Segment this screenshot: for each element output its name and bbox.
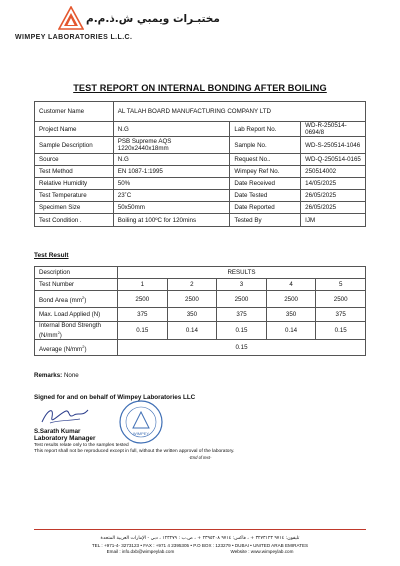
disclaimer-line: This report shall not be reproduced except in full, without the written approval of the laboratory.	[34, 449, 235, 454]
info-value: WD-R-250514-0694/8	[301, 122, 366, 137]
sample-description-value	[113, 137, 230, 154]
results-header: RESULTS	[118, 267, 366, 279]
info-label: Sample No.	[230, 137, 301, 154]
end-of-text: -End of text-	[188, 455, 212, 460]
description-header: Description	[35, 267, 118, 279]
info-value: 23˚C	[113, 190, 230, 202]
test-number-row	[35, 279, 366, 291]
report-title: TEST REPORT ON INTERNAL BONDING AFTER BOILING	[73, 83, 327, 93]
sample-dimensions-line: 1220x2440x18mm	[117, 145, 169, 152]
remarks-label: Remarks:	[34, 372, 63, 379]
average-label	[35, 340, 118, 356]
remarks	[34, 372, 79, 379]
ibs-cell: 0.14	[167, 322, 217, 340]
info-label: Date Tested	[230, 190, 301, 202]
ibs-cell: 0.14	[266, 322, 316, 340]
footer-divider	[34, 529, 366, 530]
bond-area-label	[35, 291, 118, 308]
ibs-cell: 0.15	[118, 322, 168, 340]
info-value: EN 1087-1:1995	[113, 166, 230, 178]
info-label: Test Method	[35, 166, 114, 178]
max-load-cell: 350	[167, 308, 217, 322]
average-label-text: Average (N/mm	[39, 345, 83, 353]
info-value: 50x50mm	[113, 202, 230, 214]
sample-description-line: PSB Supreme AQS	[117, 138, 172, 145]
info-label: Relative Humidity	[35, 178, 114, 190]
wimpey-logo-icon	[58, 6, 84, 30]
info-value: 26/05/2025	[301, 202, 366, 214]
bond-area-cell: 2500	[217, 291, 267, 308]
info-value: IJM	[301, 214, 366, 227]
average-value: 0.15	[118, 340, 366, 356]
bond-area-cell: 2500	[118, 291, 168, 308]
footer-email-website: Email : info.dxb@wimpeylab.com Website : www.wimpeylab.com	[106, 549, 294, 554]
customer-name-label: Customer Name	[35, 102, 114, 122]
bond-area-label-text: Bond Area (mm	[39, 297, 82, 305]
info-value: N.G	[113, 154, 230, 166]
test-number-cell: 1	[118, 279, 168, 291]
bond-area-row	[35, 291, 366, 308]
info-label: Project Name	[35, 122, 114, 137]
info-label: Wimpey Ref No.	[230, 166, 301, 178]
test-number-label: Test Number	[35, 279, 118, 291]
bond-area-unit-close: )	[84, 297, 87, 305]
info-label: Tested By	[230, 214, 301, 227]
info-label: Test Temperature	[35, 190, 114, 202]
info-label: Sample Description	[35, 137, 114, 154]
footer-contact-english: TEL : +971-4- 3273123 • FAX : +971 4 2395305 • P.O BOX : 123279 • DUBAI • UNITED ARAB EMIRATES	[91, 543, 309, 548]
average-unit-sup: 2	[82, 343, 85, 349]
test-number-cell: 3	[217, 279, 267, 291]
ibs-label-text: Internal Bond Strength	[39, 322, 101, 329]
test-number-cell: 4	[266, 279, 316, 291]
disclaimer-line: Test results relate only to the samples tested	[34, 443, 129, 448]
info-label: Specimen Size	[35, 202, 114, 214]
signature-scribble	[38, 405, 98, 427]
test-number-cell: 5	[316, 279, 366, 291]
ibs-unit-sup: 2	[57, 330, 60, 335]
info-value: WD-Q-250514-0165	[301, 154, 366, 166]
signatory-title: Laboratory Manager	[34, 435, 96, 442]
info-label: Request No..	[230, 154, 301, 166]
average-unit-close: )	[84, 345, 87, 353]
test-results-table	[34, 266, 366, 356]
stamp-text: WIMPEY	[132, 431, 150, 436]
max-load-cell: 375	[118, 308, 168, 322]
internal-bond-strength-label	[35, 322, 118, 340]
max-load-row	[35, 308, 366, 322]
info-value: 14/05/2025	[301, 178, 366, 190]
company-name: WIMPEY LABORATORIES L.L.C.	[15, 34, 133, 41]
max-load-label: Max. Load Applied (N)	[35, 308, 118, 322]
ibs-unit-text: (N/mm	[39, 332, 58, 340]
bond-area-cell: 2500	[266, 291, 316, 308]
bond-area-unit-sup: 2	[82, 294, 85, 300]
remarks-value: None	[62, 372, 79, 379]
info-value: 50%	[113, 178, 230, 190]
info-label: Lab Report No.	[230, 122, 301, 137]
test-number-cell: 2	[167, 279, 217, 291]
ibs-cell: 0.15	[217, 322, 267, 340]
info-label: Date Reported	[230, 202, 301, 214]
max-load-cell: 350	[266, 308, 316, 322]
internal-bond-strength-row	[35, 322, 366, 340]
info-label: Date Received	[230, 178, 301, 190]
average-row	[35, 340, 366, 356]
bond-area-cell: 2500	[167, 291, 217, 308]
official-stamp	[118, 399, 164, 445]
max-load-cell: 375	[217, 308, 267, 322]
ibs-cell: 0.15	[316, 322, 366, 340]
info-value: 250514002	[301, 166, 366, 178]
signatory-name: S.Sarath Kumar	[34, 428, 81, 435]
report-info-table	[34, 101, 366, 227]
test-result-heading: Test Result	[34, 252, 69, 259]
info-value: N.G	[113, 122, 230, 137]
customer-name-value: AL TALAH BOARD MANUFACTURING COMPANY LTD	[113, 102, 365, 122]
info-value: Boiling at 100ºC for 120mins	[113, 214, 230, 227]
bond-area-cell: 2500	[316, 291, 366, 308]
max-load-cell: 375	[316, 308, 366, 322]
ibs-unit-close: )	[59, 332, 62, 340]
footer-contact-arabic: تليفون: ٩٧١٤ ٣٢٧٣١٢٣ + ، فاكس: ٩٧١٤ ٢٣٩٥٣٠٨ + ، ص.ب : ١٢٣٢٧٩ ، دبي - الإمارات العربية المتحدة	[100, 536, 300, 541]
signed-for-statement: Signed for and on behalf of Wimpey Laboratories LLC	[34, 394, 196, 401]
info-label: Test Condition .	[35, 214, 114, 227]
info-value: WD-S-250514-1046	[301, 137, 366, 154]
company-name-arabic: مختبـرات ويمبي ش.ذ.م.م	[86, 13, 220, 25]
info-label: Source	[35, 154, 114, 166]
info-value: 26/05/2025	[301, 190, 366, 202]
